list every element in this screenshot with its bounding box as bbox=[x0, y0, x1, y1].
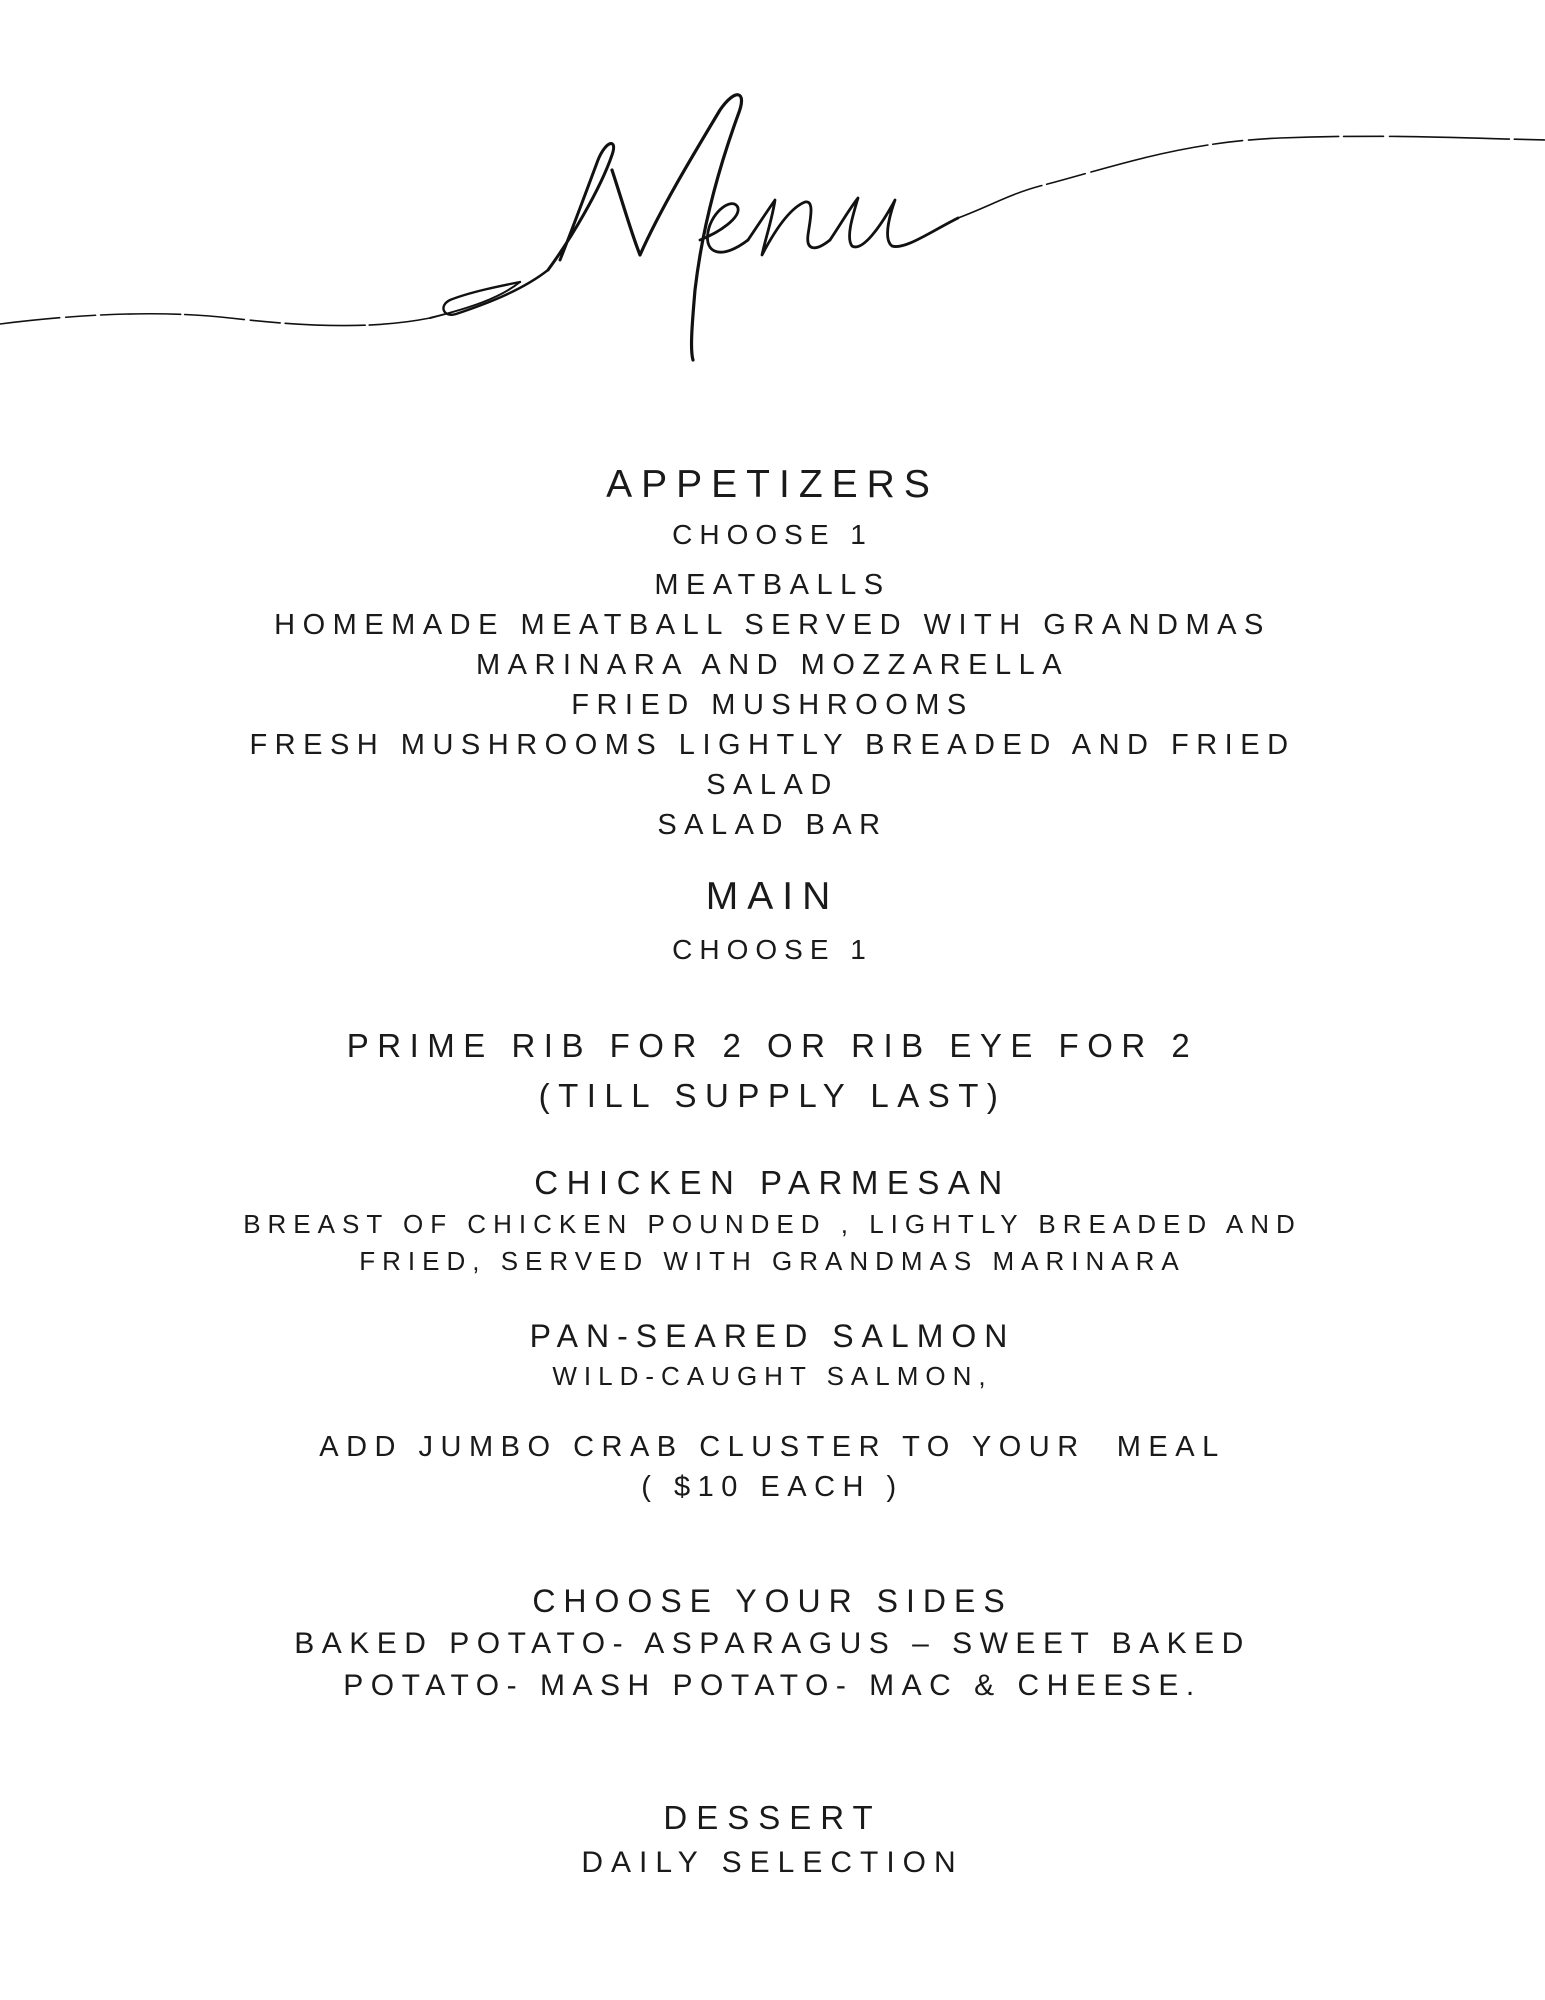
appetizer-line: FRESH MUSHROOMS LIGHTLY BREADED AND FRIED bbox=[249, 729, 1296, 761]
chicken-name: CHICKEN PARMESAN bbox=[534, 1164, 1011, 1201]
menu-content bbox=[0, 465, 1545, 1885]
appetizer-line: SALAD BAR bbox=[657, 809, 888, 841]
sides-line: POTATO- MASH POTATO- MAC & CHEESE. bbox=[343, 1669, 1202, 1702]
menu-title-script bbox=[0, 60, 1545, 390]
appetizers-heading: APPETIZERS bbox=[606, 463, 939, 506]
dessert-heading: DESSERT bbox=[663, 1799, 882, 1836]
prime-rib-item bbox=[0, 1021, 1545, 1121]
main-note: CHOOSE 1 bbox=[672, 934, 873, 965]
appetizers-section bbox=[0, 465, 1545, 845]
appetizer-line: SALAD bbox=[706, 769, 839, 801]
crab-line: ADD JUMBO CRAB CLUSTER TO YOUR MEAL bbox=[319, 1431, 1226, 1463]
crab-price: ( $10 EACH ) bbox=[641, 1471, 904, 1503]
appetizer-line: MARINARA AND MOZZARELLA bbox=[475, 649, 1070, 681]
sides-line: BAKED POTATO- ASPARAGUS – SWEET BAKED bbox=[294, 1627, 1251, 1660]
appetizer-line: FRIED MUSHROOMS bbox=[571, 689, 974, 721]
dessert-desc: DAILY SELECTION bbox=[581, 1846, 964, 1879]
dessert-section bbox=[0, 1795, 1545, 1885]
salmon-desc: WILD-CAUGHT SALMON, bbox=[552, 1361, 993, 1391]
menu-title-flourish bbox=[0, 60, 1545, 390]
chicken-item bbox=[0, 1158, 1545, 1280]
sides-heading: CHOOSE YOUR SIDES bbox=[532, 1583, 1013, 1619]
salmon-item bbox=[0, 1314, 1545, 1395]
sides-section bbox=[0, 1579, 1545, 1707]
chicken-desc: BREAST OF CHICKEN POUNDED , LIGHTLY BREADED AND bbox=[243, 1209, 1302, 1239]
appetizers-list bbox=[0, 565, 1545, 845]
appetizer-line: HOMEMADE MEATBALL SERVED WITH GRANDMAS bbox=[274, 609, 1271, 641]
appetizer-line: MEATBALLS bbox=[654, 569, 891, 601]
salmon-name: PAN-SEARED SALMON bbox=[529, 1318, 1016, 1354]
main-section bbox=[0, 877, 1545, 1507]
appetizers-note: CHOOSE 1 bbox=[672, 519, 873, 550]
chicken-desc: FRIED, SERVED WITH GRANDMAS MARINARA bbox=[359, 1246, 1186, 1276]
prime-rib-line: PRIME RIB FOR 2 OR RIB EYE FOR 2 bbox=[346, 1027, 1199, 1064]
main-heading: MAIN bbox=[705, 875, 840, 918]
crab-addon bbox=[0, 1427, 1545, 1507]
prime-rib-note: (TILL SUPPLY LAST) bbox=[538, 1077, 1007, 1114]
